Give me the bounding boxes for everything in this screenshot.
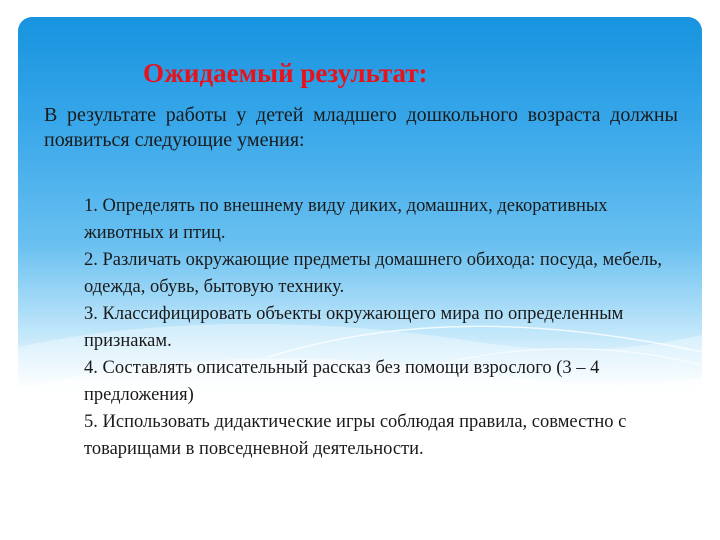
skills-list [84,193,684,463]
slide-title: Ожидаемый результат: [143,58,428,88]
list-item: 1. Определять по внешнему виду диких, домашних, декоративных животных и птиц. [84,196,608,243]
list-item: 2. Различать окружающие предметы домашнего обихода: посуда, мебель, одежда, обувь, бытовую технику. [84,250,663,297]
list-item: 3. Классифицировать объекты окружающего мира по определенным признакам. [84,304,624,351]
list-item: 5. Использовать дидактические игры соблюдая правила, совместно с товарищами в повседневной деятельности. [84,412,627,459]
list-item: 4. Составлять описательный рассказ без помощи взрослого (3 – 4 предложения) [84,358,600,405]
intro-paragraph: В результате работы у детей младшего дошкольного возраста должны появиться следующие умения: [44,104,678,151]
